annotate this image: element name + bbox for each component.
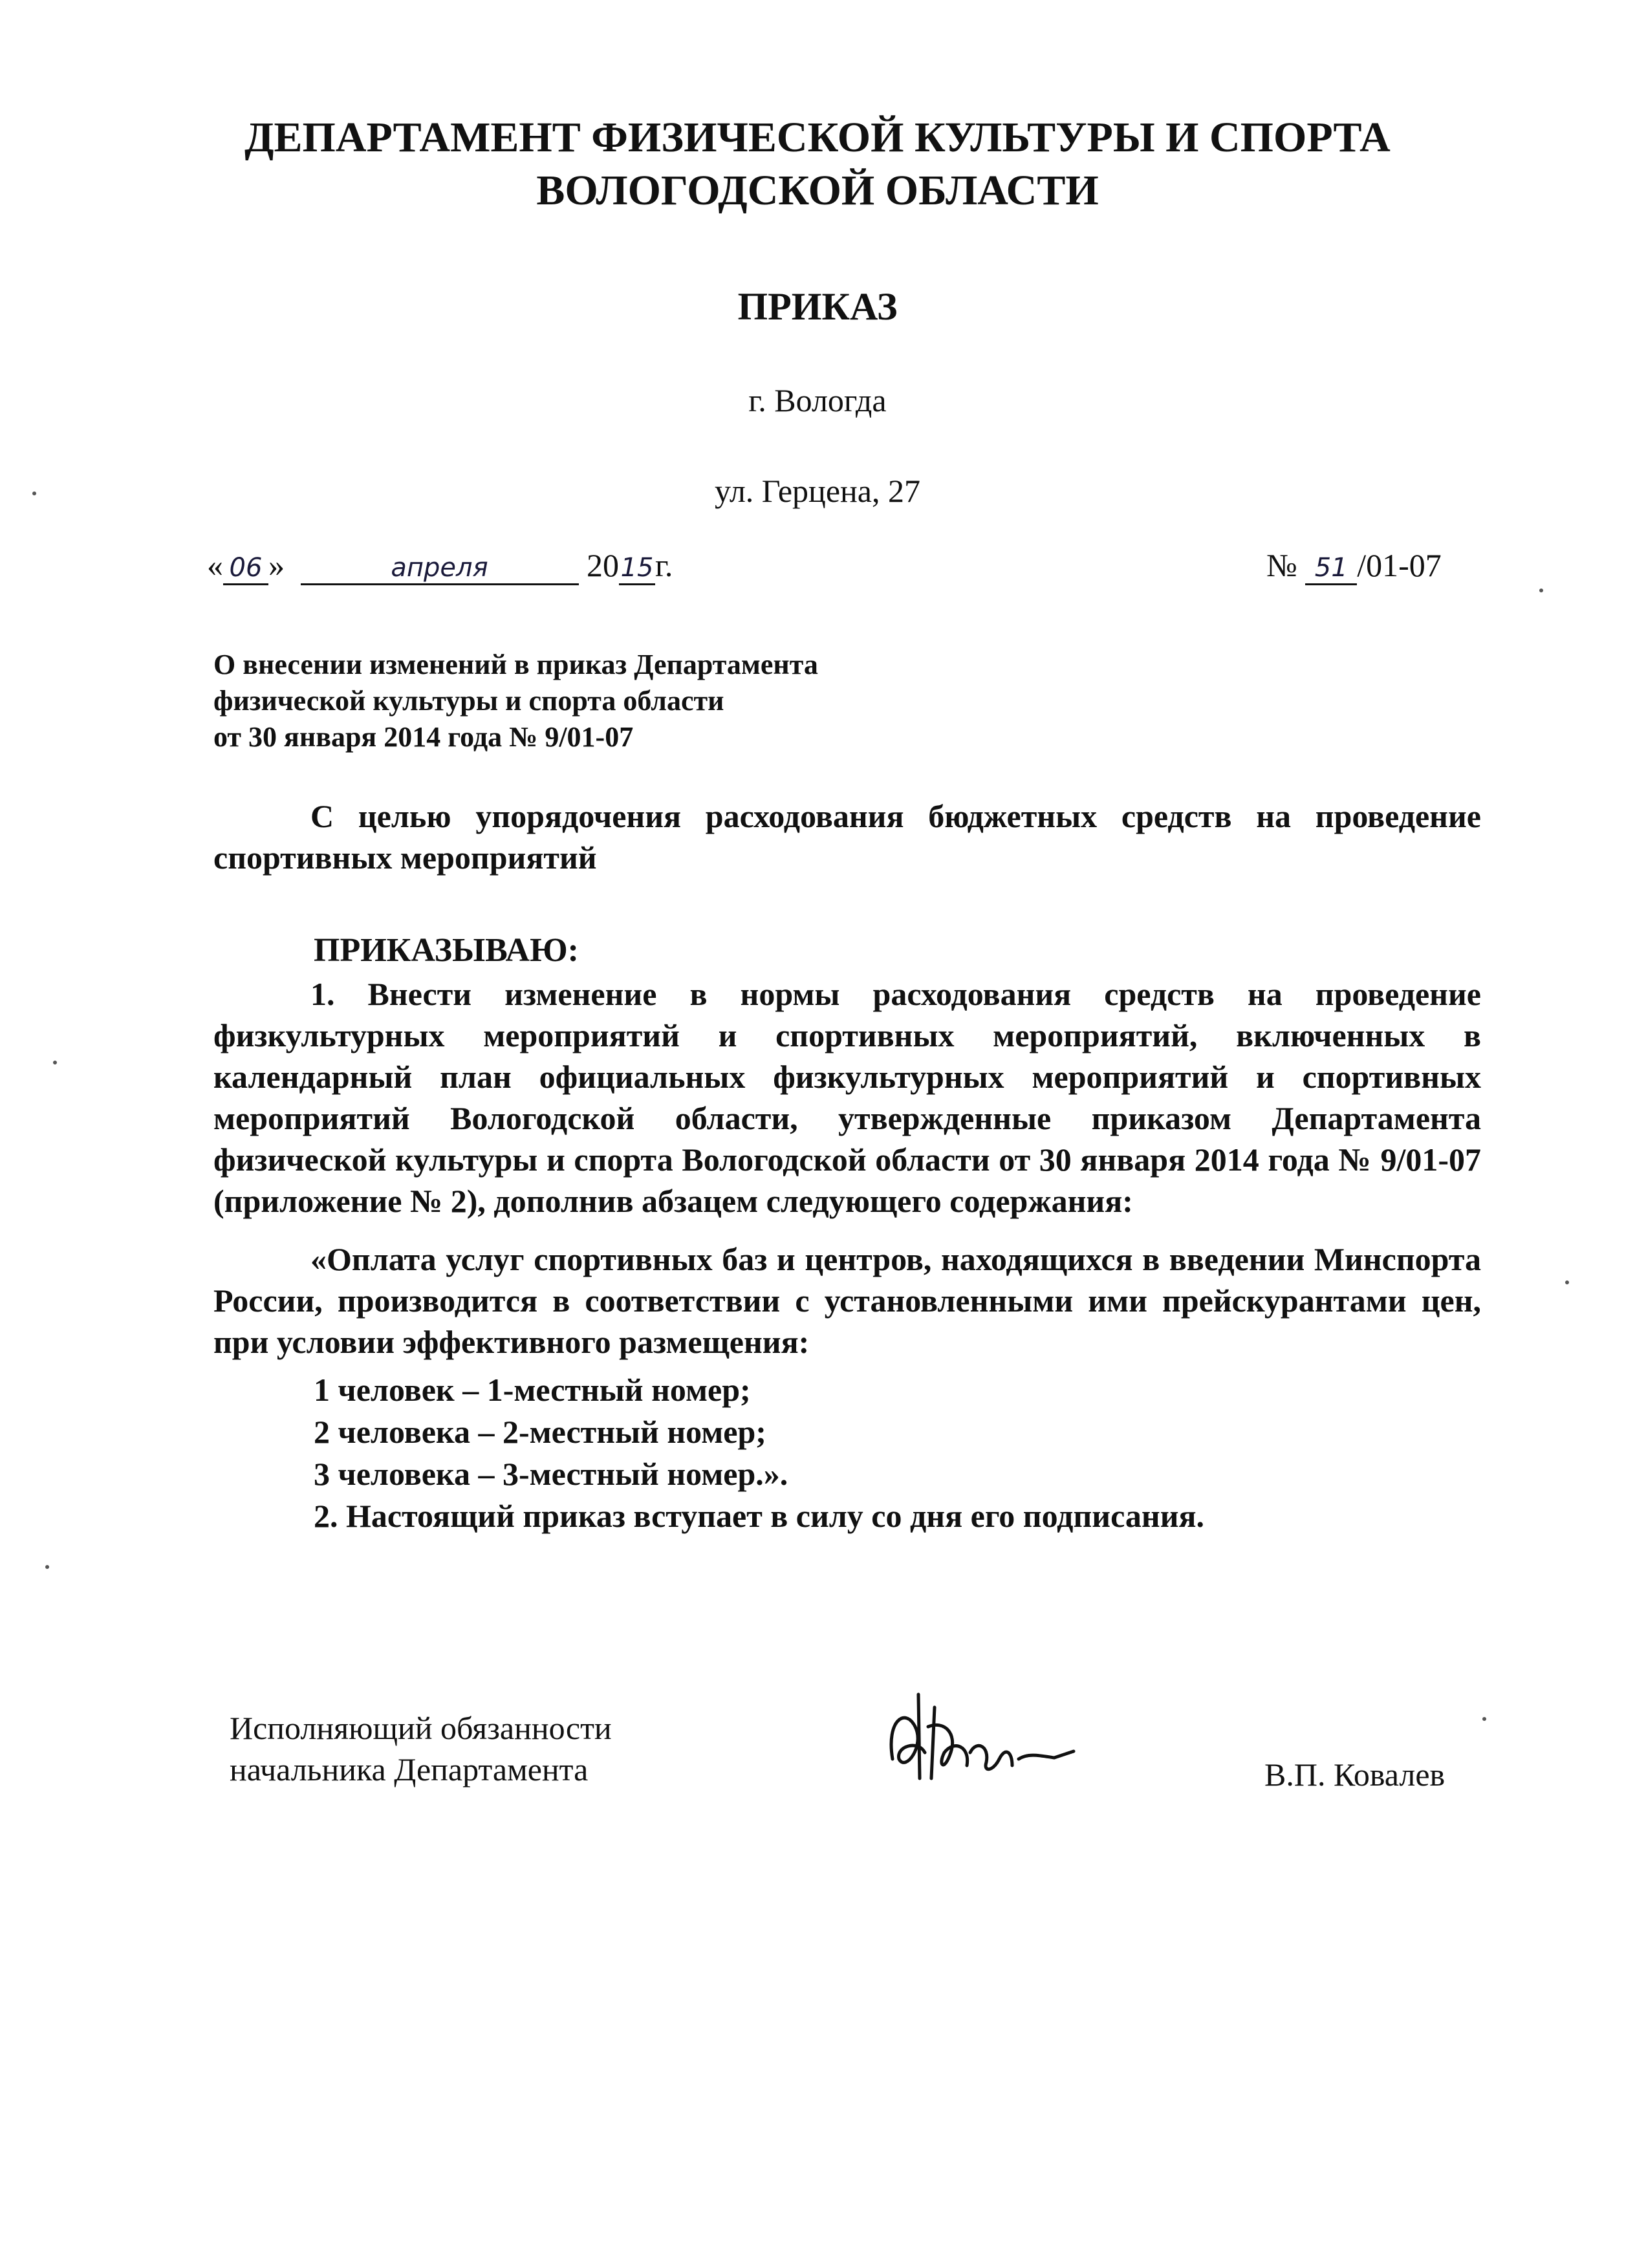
- address: ул. Герцена, 27: [715, 473, 920, 509]
- signer-position-line-1: Исполняющий обязанности: [230, 1710, 612, 1746]
- number-handwritten: 51: [1305, 552, 1357, 585]
- order-item-2: 2. Настоящий приказ вступает в силу со дня его подписания.: [314, 1498, 1205, 1534]
- scan-speck: [1539, 589, 1543, 592]
- signer-name: В.П. Ковалев: [1264, 1756, 1446, 1793]
- document-number: [1266, 546, 1442, 585]
- date-day-handwritten: 06: [223, 552, 268, 585]
- document-date: [207, 546, 673, 585]
- city: г. Вологда: [748, 382, 887, 418]
- order-heading: ПРИКАЗЫВАЮ:: [314, 932, 579, 969]
- number-prefix: №: [1266, 547, 1297, 583]
- organization-name: [0, 111, 1635, 217]
- subject-line-2: физической культуры и спорта области: [213, 685, 724, 717]
- date-open-quote: «: [207, 547, 223, 583]
- date-year-prefix: 20: [587, 547, 619, 583]
- scan-speck: [1482, 1717, 1486, 1721]
- subject-line-3: от 30 января 2014 года № 9/01-07: [213, 721, 634, 753]
- scan-speck: [53, 1061, 57, 1064]
- organization-line-2: ВОЛОГОДСКОЙ ОБЛАСТИ: [536, 167, 1099, 214]
- quoted-paragraph: «Оплата услуг спортивных баз и центров, находящихся в введении Минспорта России, производится в соответствии с установленными ими прейскурантами цен, при условии эффективного размещения:: [213, 1241, 1481, 1360]
- date-year-unit: г.: [655, 547, 673, 583]
- intro-paragraph: С целью упорядочения расходования бюджетных средств на проведение спортивных мероприятий: [213, 798, 1481, 876]
- list-item: 1 человек – 1-местный номер;: [314, 1372, 751, 1408]
- handwritten-signature: [880, 1681, 1099, 1811]
- scan-speck: [1565, 1280, 1569, 1284]
- date-close-quote: »: [268, 547, 285, 583]
- signer-position: [230, 1707, 612, 1790]
- scan-speck: [45, 1565, 49, 1569]
- subject-line-1: О внесении изменений в приказ Департамента: [213, 649, 818, 680]
- date-year-handwritten: 15: [619, 552, 655, 585]
- scan-speck: [32, 491, 36, 495]
- document-type: ПРИКАЗ: [737, 285, 898, 328]
- list-item: 2 человека – 2-местный номер;: [314, 1414, 766, 1450]
- organization-line-1: ДЕПАРТАМЕНТ ФИЗИЧЕСКОЙ КУЛЬТУРЫ И СПОРТА: [244, 114, 1391, 161]
- list-item: 3 человека – 3-местный номер.».: [314, 1456, 788, 1492]
- signer-position-line-2: начальника Департамента: [230, 1751, 589, 1787]
- number-suffix: /01-07: [1357, 547, 1442, 583]
- order-item-1: 1. Внести изменение в нормы расходования средств на проведение физкультурных мероприятий и спортивных мероприятий, включенных в календарный план официальных физкультурных мероприятий и спортивных мероприятий Вологодской области, утвержденные приказом Департамента физической культуры и спорта Вологодской области от 30 января 2014 года № 9/01-07 (приложение № 2), дополнив абзацем следующего содержания:: [213, 976, 1481, 1219]
- date-month-handwritten: апреля: [301, 552, 579, 585]
- document-subject: [213, 647, 818, 755]
